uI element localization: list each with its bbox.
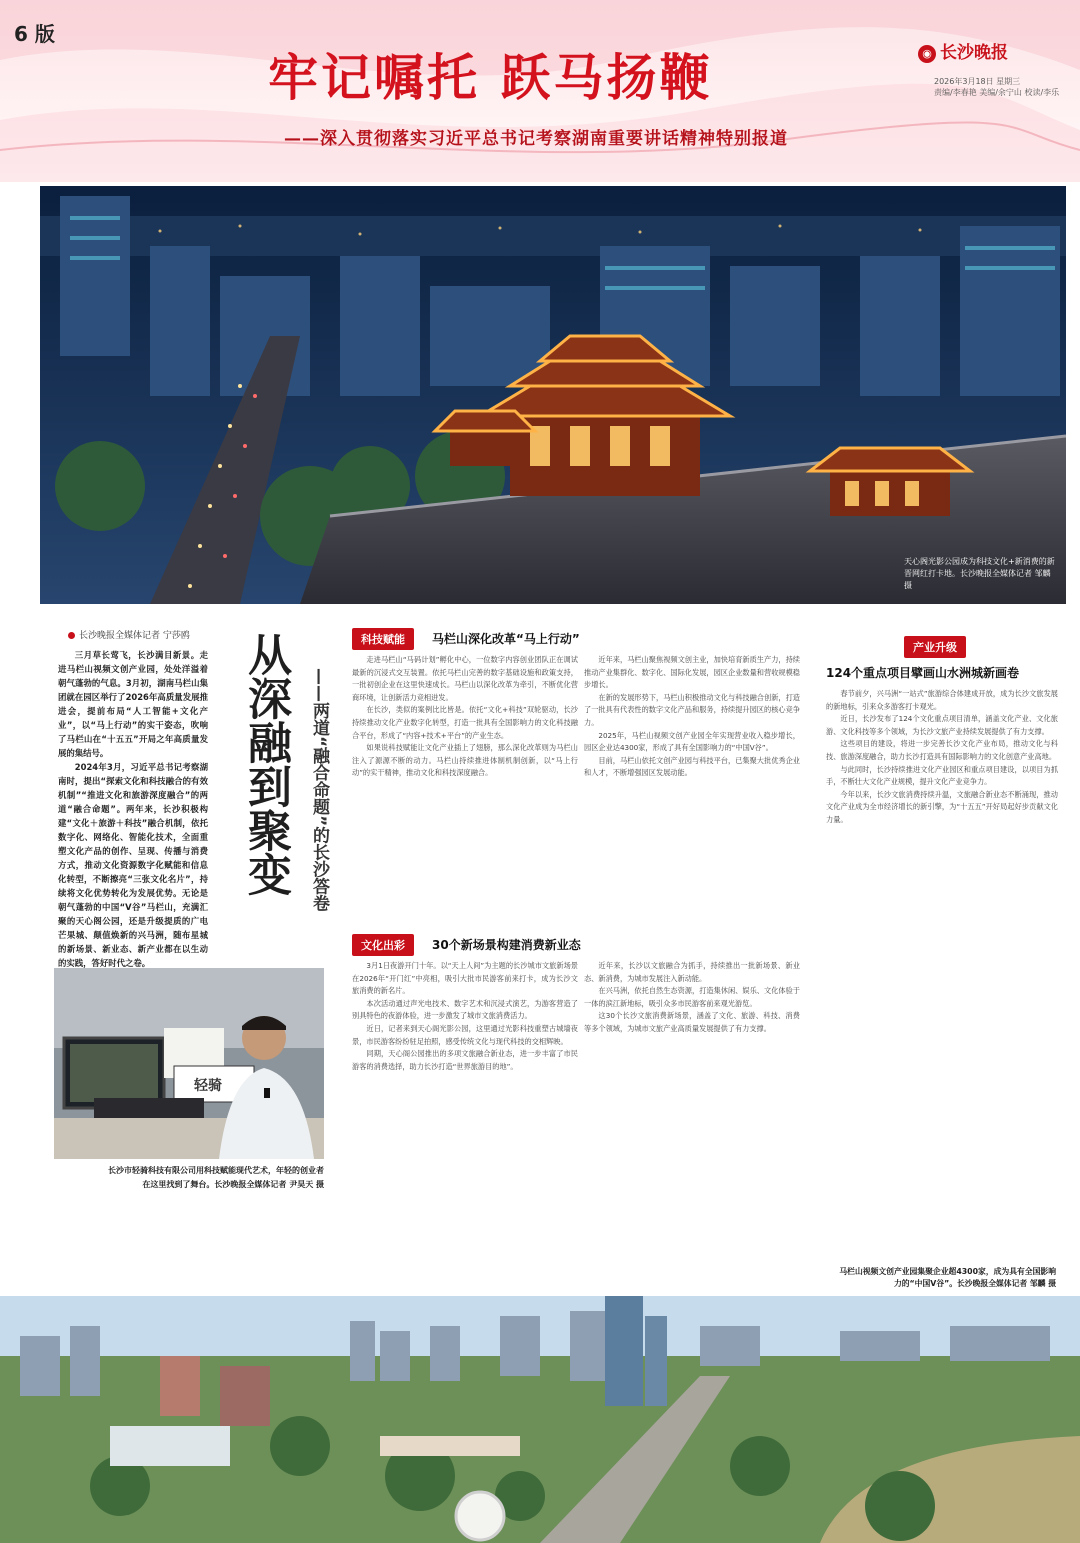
hero-photo-caption: 天心阁光影公园成为科技文化+新消费的新晋网红打卡地。长沙晚报全媒体记者 邹麟 摄 bbox=[904, 557, 1055, 590]
aerial-photo-illustration bbox=[0, 1296, 1080, 1543]
photo-entrepreneur-illustration bbox=[54, 968, 324, 1159]
article-byline bbox=[68, 628, 190, 641]
newspaper-logo bbox=[918, 38, 1008, 63]
paragraph: 这30个长沙文旅消费新场景，涵盖了文化、旅游、科技、消费等多个领域，为城市文旅产业高质量发展提供了有力支撑。 bbox=[584, 1011, 800, 1033]
bottom-photo-caption: 马栏山视频文创产业园集聚企业超4300家，成为具有全国影响力的“中国V谷”。长沙晚报全媒体记者 邹麟 摄 bbox=[839, 1267, 1056, 1288]
paragraph: 目前，马栏山依托文创产业园与科技平台，已集聚大批优秀企业和人才，不断增强园区发展动能。 bbox=[584, 755, 800, 778]
byline-text: 长沙晚报全媒体记者 宁莎鸥 bbox=[79, 631, 190, 641]
article-lead bbox=[58, 648, 208, 970]
paragraph: 今年以来，长沙文旅消费持续升温，文旅融合新业态不断涌现，推动文化产业成为全市经济增长的新引擎，为“十五五”开好局起好步贡献文化力量。 bbox=[826, 789, 1058, 824]
paragraph: 近日，长沙发布了124个文化重点项目清单，涵盖文化产业、文化旅游、文化科技等多个领域，为长沙文旅产业持续发展提供了有力支撑。 bbox=[826, 714, 1058, 736]
paragraph: 这些项目的建设，将进一步完善长沙文化产业布局，推动文化与科技、旅游深度融合，助力长沙打造具有国际影响力的文化创意产业高地。 bbox=[826, 739, 1058, 761]
page-subheadline: ——深入贯彻落实习近平总书记考察湖南重要讲话精神特别报道 bbox=[284, 129, 788, 149]
hero-photo-tianxinge-night bbox=[40, 186, 1066, 604]
article-title: 从深融到聚变 bbox=[240, 632, 291, 896]
issue-meta bbox=[934, 76, 1059, 98]
paragraph: 与此同时，长沙持续推进文化产业园区和重点项目建设，以项目为抓手，不断壮大文化产业规模，提升文化产业竞争力。 bbox=[826, 764, 1058, 787]
paragraph: 本次活动通过声光电技术、数字艺术和沉浸式演艺，为游客营造了别具特色的夜游体验，进一步激发了城市文旅消费活力。 bbox=[352, 998, 578, 1021]
section-heading-culture: 30个新场景构建消费新业态 bbox=[432, 938, 581, 952]
paragraph: 近年来，长沙以文旅融合为抓手，持续推出一批新场景、新业态、新消费，为城市发展注入新动能。 bbox=[584, 961, 800, 983]
byline-dot-icon bbox=[68, 632, 75, 639]
photo2-caption: 长沙市轻骑科技有限公司用科技赋能现代艺术，年轻的创业者在这里找到了舞台。长沙晚报全媒体记者 尹昊天 摄 bbox=[108, 1166, 324, 1189]
paragraph: 近日，记者来到天心阁光影公园，这里通过光影科技重塑古城墙夜景，市民游客纷纷驻足拍照，感受传统文化与现代科技的交相辉映。 bbox=[352, 1023, 578, 1046]
page-number: 6 版 bbox=[14, 22, 55, 46]
section1-column-2 bbox=[584, 654, 800, 780]
section2-column-1 bbox=[352, 960, 578, 1073]
paragraph: 近年来，马栏山聚焦视频文创主业，加快培育新质生产力，持续推动产业集群化、数字化、国际化发展，园区企业数量和营收规模稳步增长。 bbox=[584, 655, 800, 690]
issue-date: 2026年3月18日 星期三 bbox=[934, 77, 1021, 86]
paragraph: 3月1日夜游开门十年。以“天上人间”为主题的长沙城市文旅新场景在2026年“开门红”中亮相，吸引大批市民游客前来打卡，成为长沙文旅消费的新名片。 bbox=[352, 961, 578, 996]
section-tag-culture: 文化出彩 bbox=[352, 934, 414, 956]
logo-text: 长沙晚报 bbox=[940, 43, 1008, 63]
lead-paragraph: 三月草长莺飞，长沙满目新景。走进马栏山视频文创产业园，处处洋溢着朝气蓬勃的气息。3月初，湖南马栏山集团就在园区举行了2026年高质量发展推进会，提前布局“人工智能+文化产业”，以“马上行动”的实干姿态，吹响了马栏山在“十五五”开局之年高质量发展的集结号。 bbox=[58, 650, 208, 758]
paragraph: 同期，天心阁公园推出的多项文旅融合新业态，进一步丰富了市民游客的消费选择，助力长沙打造“世界旅游目的地”。 bbox=[352, 1049, 578, 1071]
paragraph: 在长沙，类似的案例比比皆是。依托“文化+科技”双轮驱动，长沙持续推动文化产业数字化转型，打造一批具有全国影响力的文化科技融合平台，形成了“内容+技术+平台”的产业生态。 bbox=[352, 705, 578, 740]
paragraph: 2025年，马栏山视频文创产业园全年实现营业收入稳步增长，园区企业达4300家，形成了具有全国影响力的“中国V谷”。 bbox=[584, 730, 800, 753]
issue-editors: 责编/李春艳 美编/余宁山 校读/李乐 bbox=[934, 88, 1060, 97]
pavilion-left bbox=[435, 411, 535, 466]
hero-photo-illustration bbox=[40, 186, 1066, 604]
paragraph: 在新的发展形势下，马栏山积极推动文化与科技融合创新，打造了一批具有代表性的数字文化产品和服务，持续提升园区的核心竞争力。 bbox=[584, 692, 800, 727]
logo-mark-icon: ◉ bbox=[918, 45, 936, 63]
article-subtitle: ——两道“融合命题”的长沙答卷 bbox=[309, 668, 329, 912]
tianxinge-pavilion-side bbox=[810, 448, 970, 516]
sign-text: 轻骑 bbox=[194, 1078, 222, 1094]
section2-column-2 bbox=[584, 960, 800, 1036]
paragraph: 春节前夕，兴马洲“一站式”旅游综合体建成开放，成为长沙文旅发展的新地标，引来众多游客打卡观光。 bbox=[826, 689, 1058, 711]
lead-paragraph: 2024年3月，习近平总书记考察湖南时，提出“探索文化和科技融合的有效机制”“推进文化和旅游深度融合”的两道“融合命题”。两年来，长沙积极构建“文化＋旅游＋科技”融合机制，依托数字化、网络化、智能化技术，全面重塑文化产品的创作、呈现、传播与消费方式，推动文化资源数字化赋能和信息化转型，不断擦亮“三张文化名片”，持续将文化优势转化为发展优势。无论是朝气蓬勃的中国“V谷”马栏山，充满汇聚的天心阁公园，还是升级提质的广电芒果城、颠值焕新的兴马洲，随布星城的新场景、新业态、新产业都在以生动的实践，答好时代之卷。 bbox=[58, 762, 208, 968]
photo-malanshan-aerial bbox=[0, 1296, 1080, 1543]
paragraph: 在兴马洲，依托自然生态资源，打造集休闲、娱乐、文化体验于一体的滨江新地标，吸引众多市民游客前来观光游览。 bbox=[584, 986, 800, 1008]
section-heading-tech: 马栏山深化改革“马上行动” bbox=[432, 632, 580, 646]
paragraph: 走进马栏山“马码计划”孵化中心，一位数字内容创业团队正在调试最新的沉浸式交互装置。依托马栏山完善的数字基础设施和政策支持，一批初创企业在这里快速成长。马栏山以深化改革为牵引，不断优化营商环境，让创新活力竞相迸发。 bbox=[352, 655, 578, 702]
section-tag-tech: 科技赋能 bbox=[352, 628, 414, 650]
section1-column-1 bbox=[352, 654, 578, 780]
section3-column bbox=[826, 688, 1058, 827]
page-headline: 牢记嘱托 跃马扬鞭 bbox=[268, 48, 713, 107]
section-tag-industry: 产业升级 bbox=[904, 636, 966, 658]
paragraph: 如果说科技赋能让文化产业插上了翅膀，那么深化改革则为马栏山注入了源源不断的动力。马栏山持续推进体制机制创新，以“马上行动”的实干精神，推动文化和科技深度融合。 bbox=[352, 743, 578, 778]
photo-young-entrepreneur bbox=[54, 968, 324, 1159]
section-heading-industry: 124个重点项目擘画山水洲城新画卷 bbox=[826, 666, 1020, 680]
